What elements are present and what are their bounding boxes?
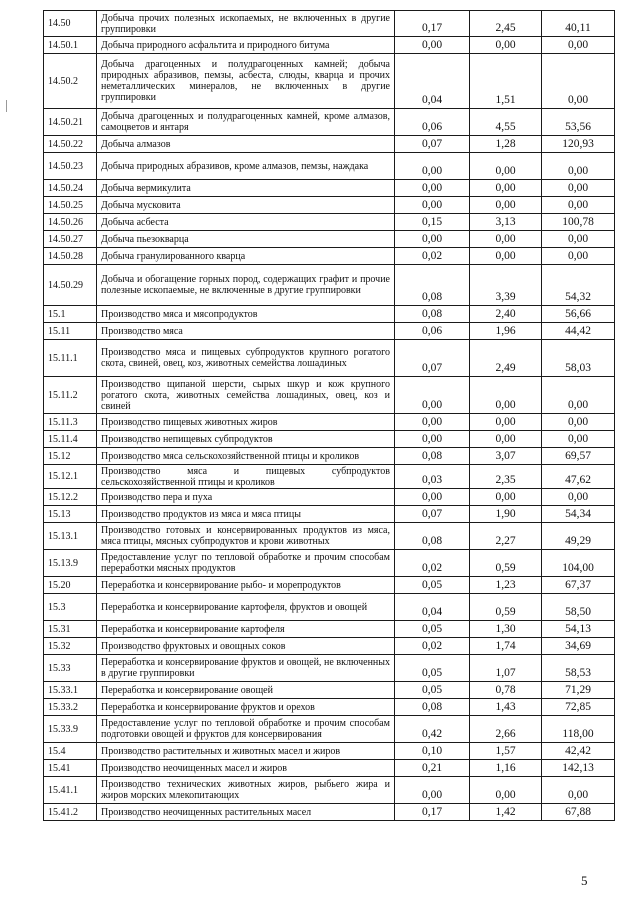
value-col-2: 0,00 bbox=[470, 377, 542, 414]
value-col-2: 0,00 bbox=[470, 248, 542, 265]
table-row bbox=[44, 523, 615, 550]
activity-code: 15.12.1 bbox=[44, 465, 97, 489]
activity-code: 15.33.1 bbox=[44, 682, 97, 699]
activity-name: Производство технических животных жиров, рыбьего жира и жиров морских млекопитающих bbox=[97, 777, 395, 804]
value-col-1: 0,05 bbox=[395, 655, 470, 682]
activity-name: Добыча природных абразивов, кроме алмазов, пемзы, наждака bbox=[97, 153, 395, 180]
value-col-3: 58,53 bbox=[542, 655, 615, 682]
value-col-3: 42,42 bbox=[542, 743, 615, 760]
table-row bbox=[44, 265, 615, 306]
value-col-3: 0,00 bbox=[542, 197, 615, 214]
activity-code: 15.13 bbox=[44, 506, 97, 523]
value-col-2: 0,59 bbox=[470, 594, 542, 621]
table-row bbox=[44, 655, 615, 682]
activity-code: 14.50.1 bbox=[44, 37, 97, 54]
activity-name: Добыча вермикулита bbox=[97, 180, 395, 197]
table-row bbox=[44, 465, 615, 489]
value-col-2: 0,00 bbox=[470, 37, 542, 54]
value-col-2: 3,39 bbox=[470, 265, 542, 306]
activity-name: Производство мяса bbox=[97, 323, 395, 340]
okved-indicator-table bbox=[43, 10, 615, 821]
activity-code: 14.50.27 bbox=[44, 231, 97, 248]
value-col-1: 0,00 bbox=[395, 414, 470, 431]
value-col-3: 0,00 bbox=[542, 180, 615, 197]
table-row bbox=[44, 550, 615, 577]
value-col-1: 0,00 bbox=[395, 37, 470, 54]
value-col-1: 0,06 bbox=[395, 109, 470, 136]
activity-name: Переработка и консервирование картофеля, фруктов и овощей bbox=[97, 594, 395, 621]
activity-code: 14.50.28 bbox=[44, 248, 97, 265]
value-col-2: 0,00 bbox=[470, 489, 542, 506]
value-col-1: 0,08 bbox=[395, 306, 470, 323]
value-col-1: 0,15 bbox=[395, 214, 470, 231]
value-col-3: 72,85 bbox=[542, 699, 615, 716]
value-col-1: 0,08 bbox=[395, 265, 470, 306]
activity-name: Добыча асбеста bbox=[97, 214, 395, 231]
activity-name: Переработка и консервирование фруктов и овощей, не включенных в другие группировки bbox=[97, 655, 395, 682]
activity-code: 14.50.26 bbox=[44, 214, 97, 231]
activity-code: 15.41.2 bbox=[44, 804, 97, 821]
value-col-3: 58,50 bbox=[542, 594, 615, 621]
activity-name: Переработка и консервирование овощей bbox=[97, 682, 395, 699]
value-col-1: 0,00 bbox=[395, 231, 470, 248]
activity-name: Производство неочищенных растительных масел bbox=[97, 804, 395, 821]
value-col-2: 0,00 bbox=[470, 180, 542, 197]
value-col-2: 1,51 bbox=[470, 54, 542, 109]
activity-code: 15.12 bbox=[44, 448, 97, 465]
activity-name: Производство мяса и пищевых субпродуктов крупного рогатого скота, свиней, овец, коз, животных семейства лошадиных bbox=[97, 340, 395, 377]
activity-code: 15.11.3 bbox=[44, 414, 97, 431]
activity-name: Производство пищевых животных жиров bbox=[97, 414, 395, 431]
table-row bbox=[44, 197, 615, 214]
value-col-1: 0,05 bbox=[395, 577, 470, 594]
value-col-3: 71,29 bbox=[542, 682, 615, 699]
value-col-2: 2,66 bbox=[470, 716, 542, 743]
activity-code: 15.33.2 bbox=[44, 699, 97, 716]
value-col-1: 0,17 bbox=[395, 804, 470, 821]
activity-name: Добыча пьезокварца bbox=[97, 231, 395, 248]
value-col-3: 104,00 bbox=[542, 550, 615, 577]
activity-code: 15.41.1 bbox=[44, 777, 97, 804]
value-col-1: 0,02 bbox=[395, 550, 470, 577]
value-col-2: 2,49 bbox=[470, 340, 542, 377]
table-row bbox=[44, 760, 615, 777]
value-col-1: 0,07 bbox=[395, 340, 470, 377]
data-table-container bbox=[43, 10, 614, 821]
table-row bbox=[44, 621, 615, 638]
value-col-2: 3,07 bbox=[470, 448, 542, 465]
value-col-3: 44,42 bbox=[542, 323, 615, 340]
value-col-3: 54,13 bbox=[542, 621, 615, 638]
table-row bbox=[44, 340, 615, 377]
value-col-1: 0,06 bbox=[395, 323, 470, 340]
value-col-3: 0,00 bbox=[542, 231, 615, 248]
table-row bbox=[44, 777, 615, 804]
table-row bbox=[44, 682, 615, 699]
activity-name: Предоставление услуг по тепловой обработке и прочим способам подготовки овощей и фруктов для консервирования bbox=[97, 716, 395, 743]
activity-name: Добыча гранулированного кварца bbox=[97, 248, 395, 265]
value-col-3: 142,13 bbox=[542, 760, 615, 777]
value-col-1: 0,00 bbox=[395, 153, 470, 180]
value-col-3: 0,00 bbox=[542, 489, 615, 506]
activity-code: 15.32 bbox=[44, 638, 97, 655]
value-col-1: 0,00 bbox=[395, 777, 470, 804]
table-row bbox=[44, 414, 615, 431]
table-row bbox=[44, 11, 615, 37]
value-col-3: 0,00 bbox=[542, 248, 615, 265]
activity-name: Производство непищевых субпродуктов bbox=[97, 431, 395, 448]
activity-name: Добыча и обогащение горных пород, содержащих графит и прочие полезные ископаемые, не включенные в другие группировки bbox=[97, 265, 395, 306]
value-col-3: 120,93 bbox=[542, 136, 615, 153]
activity-code: 14.50.23 bbox=[44, 153, 97, 180]
activity-name: Добыча драгоценных и полудрагоценных камней, кроме алмазов, самоцветов и янтаря bbox=[97, 109, 395, 136]
value-col-1: 0,00 bbox=[395, 180, 470, 197]
value-col-1: 0,00 bbox=[395, 197, 470, 214]
activity-name: Предоставление услуг по тепловой обработке и прочим способам переработки мясных продуктов bbox=[97, 550, 395, 577]
activity-name: Переработка и консервирование рыбо- и морепродуктов bbox=[97, 577, 395, 594]
value-col-3: 0,00 bbox=[542, 54, 615, 109]
value-col-3: 67,88 bbox=[542, 804, 615, 821]
value-col-3: 49,29 bbox=[542, 523, 615, 550]
activity-code: 15.11.1 bbox=[44, 340, 97, 377]
value-col-3: 0,00 bbox=[542, 37, 615, 54]
activity-code: 14.50 bbox=[44, 11, 97, 37]
value-col-2: 0,00 bbox=[470, 431, 542, 448]
activity-code: 14.50.29 bbox=[44, 265, 97, 306]
value-col-2: 2,40 bbox=[470, 306, 542, 323]
value-col-1: 0,10 bbox=[395, 743, 470, 760]
value-col-1: 0,07 bbox=[395, 136, 470, 153]
value-col-1: 0,08 bbox=[395, 699, 470, 716]
value-col-1: 0,07 bbox=[395, 506, 470, 523]
value-col-2: 0,00 bbox=[470, 197, 542, 214]
table-row bbox=[44, 306, 615, 323]
value-col-3: 100,78 bbox=[542, 214, 615, 231]
value-col-2: 1,74 bbox=[470, 638, 542, 655]
value-col-3: 0,00 bbox=[542, 377, 615, 414]
table-row bbox=[44, 248, 615, 265]
value-col-2: 0,59 bbox=[470, 550, 542, 577]
value-col-3: 0,00 bbox=[542, 431, 615, 448]
value-col-2: 2,45 bbox=[470, 11, 542, 37]
activity-code: 15.12.2 bbox=[44, 489, 97, 506]
activity-code: 15.1 bbox=[44, 306, 97, 323]
value-col-2: 1,90 bbox=[470, 506, 542, 523]
value-col-2: 0,00 bbox=[470, 777, 542, 804]
activity-code: 15.11 bbox=[44, 323, 97, 340]
activity-code: 15.3 bbox=[44, 594, 97, 621]
value-col-2: 2,27 bbox=[470, 523, 542, 550]
activity-code: 15.11.4 bbox=[44, 431, 97, 448]
activity-code: 15.41 bbox=[44, 760, 97, 777]
value-col-3: 0,00 bbox=[542, 153, 615, 180]
activity-code: 15.20 bbox=[44, 577, 97, 594]
table-row bbox=[44, 214, 615, 231]
value-col-2: 1,16 bbox=[470, 760, 542, 777]
table-row bbox=[44, 448, 615, 465]
table-row bbox=[44, 54, 615, 109]
value-col-3: 58,03 bbox=[542, 340, 615, 377]
value-col-2: 4,55 bbox=[470, 109, 542, 136]
table-row bbox=[44, 743, 615, 760]
activity-name: Переработка и консервирование картофеля bbox=[97, 621, 395, 638]
value-col-2: 1,43 bbox=[470, 699, 542, 716]
page-edge-mark bbox=[6, 100, 7, 112]
table-row bbox=[44, 323, 615, 340]
value-col-1: 0,05 bbox=[395, 682, 470, 699]
value-col-1: 0,04 bbox=[395, 594, 470, 621]
value-col-1: 0,02 bbox=[395, 248, 470, 265]
activity-name: Производство фруктовых и овощных соков bbox=[97, 638, 395, 655]
activity-code: 14.50.2 bbox=[44, 54, 97, 109]
activity-code: 14.50.24 bbox=[44, 180, 97, 197]
activity-code: 15.4 bbox=[44, 743, 97, 760]
activity-name: Переработка и консервирование фруктов и орехов bbox=[97, 699, 395, 716]
activity-code: 14.50.25 bbox=[44, 197, 97, 214]
value-col-1: 0,42 bbox=[395, 716, 470, 743]
page-number: 5 bbox=[581, 873, 588, 888]
value-col-2: 0,78 bbox=[470, 682, 542, 699]
value-col-2: 1,57 bbox=[470, 743, 542, 760]
table-row bbox=[44, 506, 615, 523]
table-row bbox=[44, 804, 615, 821]
activity-name: Производство продуктов из мяса и мяса птицы bbox=[97, 506, 395, 523]
value-col-1: 0,03 bbox=[395, 465, 470, 489]
value-col-3: 69,57 bbox=[542, 448, 615, 465]
activity-name: Производство растительных и животных масел и жиров bbox=[97, 743, 395, 760]
activity-name: Добыча драгоценных и полудрагоценных камней; добыча природных абразивов, пемзы, асбеста, слюды, кварца и прочих неметаллических минералов, не включенных в другие группировки bbox=[97, 54, 395, 109]
activity-name: Добыча природного асфальтита и природного битума bbox=[97, 37, 395, 54]
value-col-1: 0,17 bbox=[395, 11, 470, 37]
activity-code: 14.50.21 bbox=[44, 109, 97, 136]
table-row bbox=[44, 431, 615, 448]
value-col-2: 1,96 bbox=[470, 323, 542, 340]
table-row bbox=[44, 153, 615, 180]
value-col-3: 54,32 bbox=[542, 265, 615, 306]
activity-code: 15.13.9 bbox=[44, 550, 97, 577]
value-col-3: 54,34 bbox=[542, 506, 615, 523]
activity-name: Производство мяса сельскохозяйственной птицы и кроликов bbox=[97, 448, 395, 465]
value-col-3: 34,69 bbox=[542, 638, 615, 655]
activity-code: 15.33 bbox=[44, 655, 97, 682]
activity-name: Производство мяса и мясопродуктов bbox=[97, 306, 395, 323]
table-row bbox=[44, 699, 615, 716]
table-row bbox=[44, 109, 615, 136]
table-row bbox=[44, 231, 615, 248]
value-col-1: 0,08 bbox=[395, 448, 470, 465]
value-col-1: 0,04 bbox=[395, 54, 470, 109]
activity-code: 15.13.1 bbox=[44, 523, 97, 550]
value-col-3: 53,56 bbox=[542, 109, 615, 136]
value-col-3: 47,62 bbox=[542, 465, 615, 489]
activity-name: Производство неочищенных масел и жиров bbox=[97, 760, 395, 777]
table-row bbox=[44, 489, 615, 506]
activity-code: 15.33.9 bbox=[44, 716, 97, 743]
value-col-1: 0,00 bbox=[395, 489, 470, 506]
value-col-3: 56,66 bbox=[542, 306, 615, 323]
activity-name: Добыча алмазов bbox=[97, 136, 395, 153]
value-col-2: 1,42 bbox=[470, 804, 542, 821]
activity-code: 15.11.2 bbox=[44, 377, 97, 414]
table-row bbox=[44, 136, 615, 153]
value-col-2: 1,28 bbox=[470, 136, 542, 153]
value-col-3: 118,00 bbox=[542, 716, 615, 743]
value-col-1: 0,08 bbox=[395, 523, 470, 550]
value-col-2: 3,13 bbox=[470, 214, 542, 231]
table-row bbox=[44, 577, 615, 594]
value-col-2: 1,23 bbox=[470, 577, 542, 594]
table-row bbox=[44, 716, 615, 743]
table-body bbox=[44, 11, 615, 821]
value-col-1: 0,02 bbox=[395, 638, 470, 655]
table-row bbox=[44, 37, 615, 54]
value-col-1: 0,00 bbox=[395, 431, 470, 448]
value-col-1: 0,21 bbox=[395, 760, 470, 777]
value-col-2: 1,07 bbox=[470, 655, 542, 682]
activity-name: Добыча мусковита bbox=[97, 197, 395, 214]
activity-name: Добыча прочих полезных ископаемых, не включенных в другие группировки bbox=[97, 11, 395, 37]
activity-name: Производство готовых и консервированных продуктов из мяса, мяса птицы, мясных субпродуктов и крови животных bbox=[97, 523, 395, 550]
value-col-1: 0,05 bbox=[395, 621, 470, 638]
value-col-2: 0,00 bbox=[470, 231, 542, 248]
value-col-3: 0,00 bbox=[542, 777, 615, 804]
value-col-2: 0,00 bbox=[470, 153, 542, 180]
activity-code: 14.50.22 bbox=[44, 136, 97, 153]
value-col-3: 0,00 bbox=[542, 414, 615, 431]
value-col-2: 1,30 bbox=[470, 621, 542, 638]
value-col-1: 0,00 bbox=[395, 377, 470, 414]
value-col-2: 2,35 bbox=[470, 465, 542, 489]
table-row bbox=[44, 377, 615, 414]
value-col-3: 40,11 bbox=[542, 11, 615, 37]
table-row bbox=[44, 180, 615, 197]
activity-code: 15.31 bbox=[44, 621, 97, 638]
value-col-2: 0,00 bbox=[470, 414, 542, 431]
value-col-3: 67,37 bbox=[542, 577, 615, 594]
table-row bbox=[44, 594, 615, 621]
activity-name: Производство мяса и пищевых субпродуктов сельскохозяйственной птицы и кроликов bbox=[97, 465, 395, 489]
activity-name: Производство щипаной шерсти, сырых шкур и кож крупного рогатого скота, животных семейства лошадиных, овец, коз и свиней bbox=[97, 377, 395, 414]
activity-name: Производство пера и пуха bbox=[97, 489, 395, 506]
table-row bbox=[44, 638, 615, 655]
